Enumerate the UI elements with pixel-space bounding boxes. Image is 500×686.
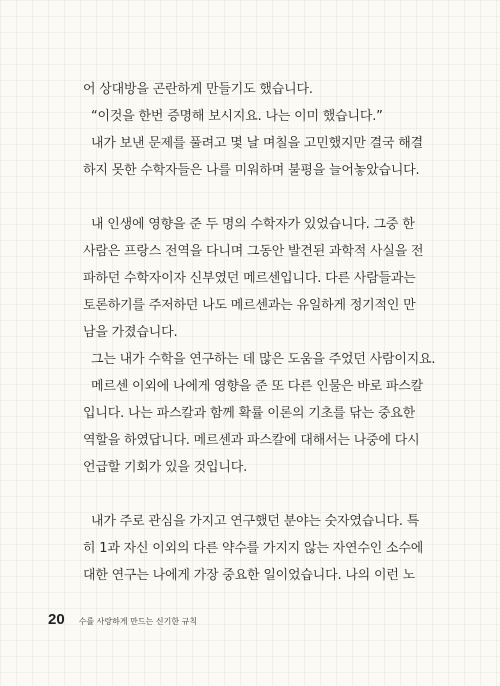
paragraph — [83, 211, 424, 346]
text-line: 남을 가졌습니다. — [83, 325, 178, 340]
paragraph — [83, 76, 403, 103]
paragraph — [83, 346, 436, 373]
text-line: “이것을 한번 증명해 보시지요. 나는 이미 했습니다.” — [91, 109, 383, 124]
text-line: 파하던 수학자이자 신부였던 메르센입니다. 다른 사람들과는 — [83, 271, 416, 286]
text-line: 어 상대방을 곤란하게 만들기도 했습니다. — [83, 82, 313, 97]
paragraph-spacer — [83, 481, 403, 508]
text-line: 토론하기를 주저하던 나도 메르센과는 유일하게 정기적인 만 — [83, 298, 416, 313]
running-title: 수를 사랑하게 만드는 신기한 규칙 — [78, 617, 198, 626]
text-line: 하지 못한 수학자들은 나를 미워하며 불평을 늘어놓았습니다. — [83, 163, 420, 178]
paragraph — [83, 373, 423, 481]
text-line: 사람은 프랑스 전역을 다니며 그동안 발견된 과학적 사실을 전 — [83, 244, 424, 259]
paragraph-spacer — [83, 184, 403, 211]
paragraph — [83, 103, 403, 130]
paragraph — [83, 130, 423, 184]
text-line: 내가 보낸 문제를 풀려고 몇 날 며칠을 고민했지만 결국 해결 — [91, 136, 423, 151]
text-line: 히 1과 자신 이외의 다른 약수를 가지지 않는 자연수인 소수에 — [83, 541, 424, 556]
text-line: 언급할 기회가 있을 것입니다. — [83, 460, 248, 475]
text-line: 내 인생에 영향을 준 두 명의 수학자가 있었습니다. 그중 한 — [91, 217, 415, 232]
text-line: 메르센 이외에 나에게 영향을 준 또 다른 인물은 바로 파스칼 — [91, 379, 423, 394]
page-footer — [48, 611, 197, 628]
text-line: 내가 주로 관심을 가지고 연구했던 분야는 숫자였습니다. 특 — [91, 514, 420, 529]
page-body — [83, 76, 436, 589]
text-line: 역할을 하였답니다. 메르센과 파스칼에 대해서는 나중에 다시 — [83, 433, 420, 448]
text-line: 대한 연구는 나에게 가장 중요한 일이었습니다. 나의 이런 노 — [83, 568, 415, 583]
page-number: 20 — [48, 611, 65, 628]
text-line: 그는 내가 수학을 연구하는 데 많은 도움을 주었던 사람이지요. — [91, 352, 436, 367]
paragraph — [83, 508, 424, 589]
text-line: 입니다. 나는 파스칼과 함께 확률 이론의 기초를 닦는 중요한 — [83, 406, 415, 421]
